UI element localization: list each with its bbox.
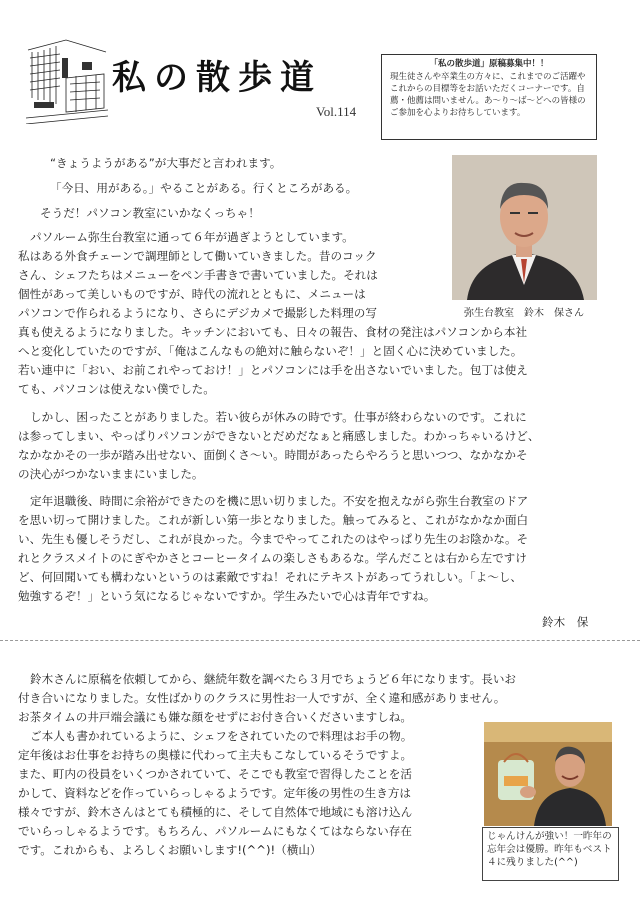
essay-line: 若い連中に「おい、お前これやっておけ！」とパソコンには手を出さないでいました。包丁は使え: [18, 363, 528, 377]
essay-line: 定年退職後、時間に余裕ができたのを機に思い切りました。不安を抱えながら弥生台教室のドア: [30, 494, 529, 508]
comment-line: ご本人も書かれているように、シェフをされていたので料理はお手の物。: [30, 729, 413, 743]
author-signature: 鈴木 保: [542, 615, 589, 629]
essay-line: 個性があって美しいものですが、時代の流れとともに、メニューは: [18, 287, 366, 301]
notice-body: 現生徒さんや卒業生の方々に、これまでのご活躍やこれからの目標等をお話いただくコーナーです。自薦・他薦は問いません。あ〜り〜ば〜どへの皆様のご参加を心よりお待ちしています。: [390, 72, 586, 118]
essay-line: さん、シェフたちはメニューをペン手書きで書いていました。それは: [18, 268, 378, 282]
essay-line: しかし、困ったことがありました。若い彼らが休みの時です。仕事が終わらないのです。これに: [30, 410, 527, 424]
essay-line: を思い切って開けました。これが新しい第一歩となりました。触ってみると、これがなかなか面白: [18, 513, 529, 527]
essay-line: ど、何回聞いても構わないというのは素敵ですね！それにテキストがあってうれしい。「よ〜し、: [18, 570, 522, 584]
essay-line: パソルーム弥生台教室に通って６年が過ぎようとしています。: [30, 230, 354, 244]
essay-line: は参ってしまい、やっぱりパソコンができないとだめだなぁと痛感しました。わかっちゃいるけど、: [18, 429, 540, 443]
notice-title: 「私の散歩道」原稿募集中！！: [429, 59, 549, 69]
essay-line: ても、パソコンは使えない僕でした。: [18, 382, 215, 396]
essay-line: い、先生も優しそうだし、これが良かった。今までやってこれたのはやっぱり先生のお陰かな。そ: [18, 532, 529, 546]
comment-line: また、町内の役員をいくつかされていて、そこでも教室で習得したことを活: [18, 767, 412, 781]
comment-line: 様々ですが、鈴木さんはとても積極的に、そして自然体で地域にも溶け込ん: [18, 805, 413, 819]
essay-line: の決心がつかないままにいました。: [18, 467, 204, 481]
volume-number: Vol.114: [316, 104, 357, 119]
comment-line: かして、資料などを作っていらっしゃるようです。定年後の男性の生き方は: [18, 786, 412, 800]
essay-line: パソコンで作られるようになり、さらにデジカメで撮影した料理の写: [18, 306, 377, 320]
essay-line: なかなかその一歩が踏み出せない、面倒くさ〜い。時間があったらやろうと思いつつ、なかなかそ: [18, 448, 528, 462]
essay-line: れとクラスメイトのにぎやかさとコーヒータイムの楽しさもあるな。学んだことは右から左ですけ: [18, 551, 527, 565]
essay-line: 「今日、用がある。」やることがある。行くところがある。: [50, 181, 358, 195]
party-photo: [484, 722, 612, 826]
essay-line: 私はある外食チェーンで調理師として働いていきました。昔のコック: [18, 249, 377, 263]
comment-line: 付き合いになりました。女性ばかりのクラスに男性お一人ですが、全く違和感がありません。: [18, 691, 506, 705]
column-title: 私の散歩道: [112, 58, 322, 98]
comment-line: 鈴木さんに原稿を依頼してから、継続年数を調べたら３月でちょうど６年になります。長いお: [30, 672, 517, 686]
essay-line: そうだ！パソコン教室にいかなくっちゃ！: [40, 206, 260, 220]
submission-notice-box: [381, 54, 597, 140]
section-divider: [0, 640, 640, 641]
essay-line: へと変化していたのですが、「俺はこんなもの絶対に触らないぞ！」と固く心に決めていました。: [18, 344, 523, 358]
comment-line: 定年後はお仕事をお持ちの奥様に代わって主夫もこなしているそうですよ。: [18, 748, 413, 762]
comment-line: でいらっしゃるようです。もちろん、パソルームにもなくてはならない存在: [18, 824, 412, 838]
street-sketch-illustration: [26, 38, 108, 124]
essay-line: 勉強するぞ！」という気になるじゃないですか。学生みたいで心は青年ですね。: [18, 589, 436, 603]
essay-line: 真も使えるようになりました。キッチンにおいても、日々の報告、食材の発注はパソコンから本社: [18, 325, 528, 339]
portrait-caption: 弥生台教室 鈴木 保さん: [464, 308, 584, 319]
party-photo-caption: じゃんけんが強い！一昨年の忘年会は優勝。昨年もベスト４に残りました(^^): [482, 827, 619, 881]
comment-line: お茶タイムの井戸端会議にも嫌な顔をせずにお付き合いくださいますしね。: [18, 710, 412, 724]
portrait-photo: [452, 155, 597, 300]
essay-line: “きょうようがある”が大事だと言われます。: [50, 156, 282, 170]
comment-line: です。これからも、よろしくお願いします!(^^)!（横山）: [18, 843, 322, 857]
